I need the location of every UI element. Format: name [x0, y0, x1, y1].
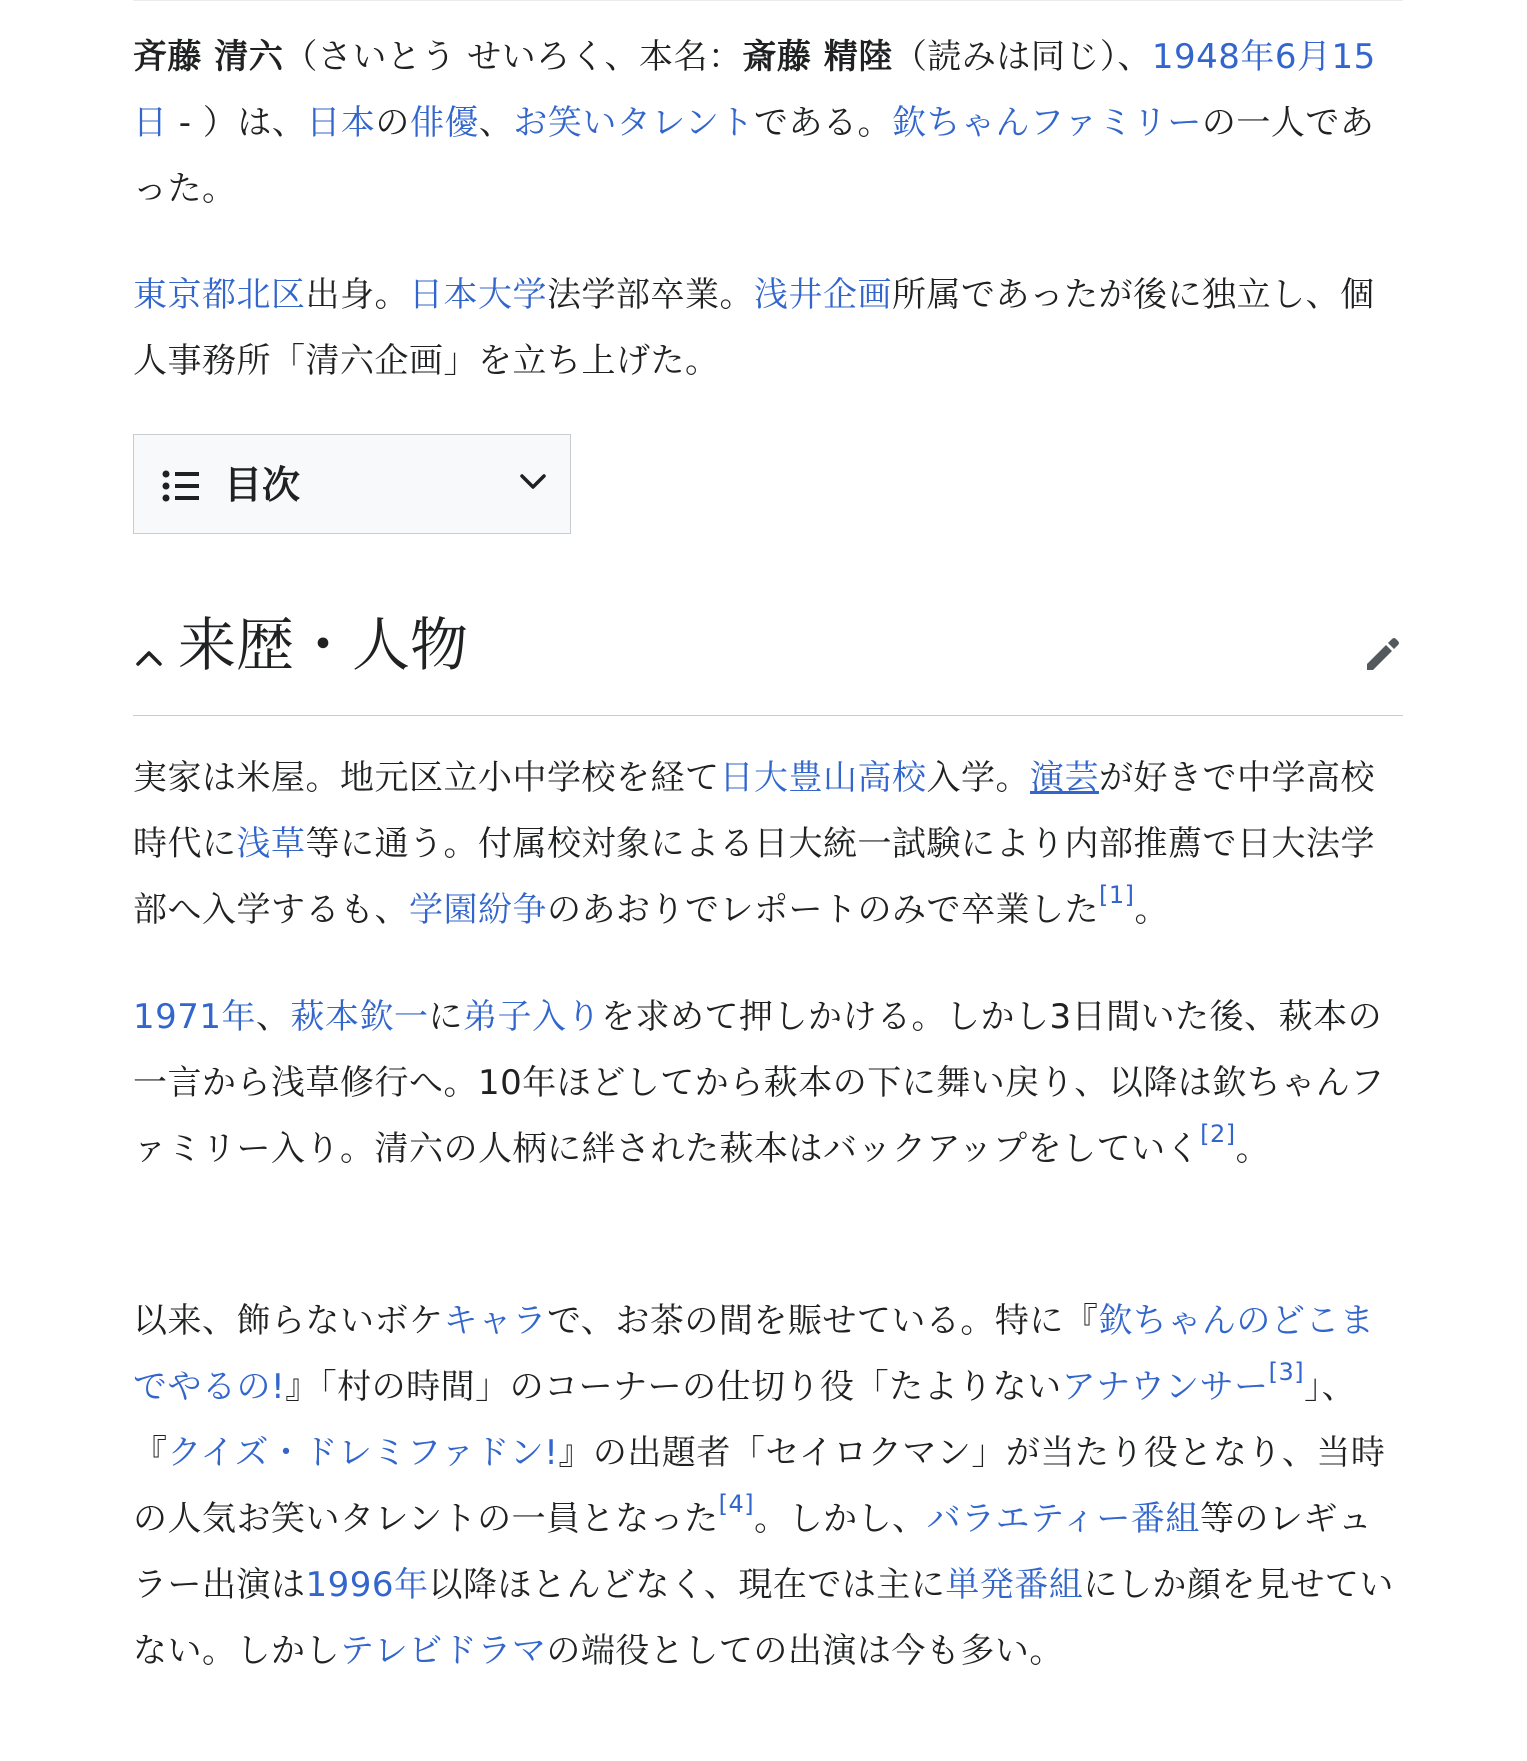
body-paragraph-1 [133, 745, 1403, 943]
text: の端役としての出演は今も多い。 [546, 1631, 1064, 1671]
text: 』の出題者「セイロクマン」が当たり役となり、当時の人気お笑いタレントの一員となった [133, 1433, 1386, 1539]
reference-3[interactable]: [3] [1268, 1357, 1305, 1386]
chevron-up-icon[interactable] [133, 642, 165, 674]
list-icon [162, 469, 202, 503]
text: 以降ほとんどなく、現在では主に [428, 1565, 946, 1605]
text: 等に通う。付属校対象による日大統一試験により内部推薦で日大法学部へ入学するも、 [133, 824, 1375, 930]
divider [133, 0, 1403, 1]
reference-4[interactable]: [4] [718, 1489, 755, 1518]
link-actor[interactable]: 俳優 [409, 103, 479, 143]
link-dokomade[interactable]: 欽ちゃんのどこまでやるの! [133, 1301, 1375, 1407]
body-paragraph-3 [133, 1288, 1403, 1684]
table-of-contents-toggle[interactable] [133, 434, 571, 534]
text: にしか顔を見せていない。しかし [133, 1565, 1394, 1671]
text: 。 [1235, 1129, 1271, 1169]
text: 』「村の時間」のコーナーの仕切り役「たよりない [285, 1367, 1062, 1407]
text: 、 [478, 103, 514, 143]
link-kinchan-family[interactable]: 欽ちゃんファミリー [892, 103, 1202, 143]
toc-label: 目次 [224, 463, 301, 507]
link-deshiiri[interactable]: 弟子入り [463, 997, 602, 1037]
reference-2[interactable]: [2] [1200, 1119, 1236, 1148]
text: - ）は、 [167, 103, 307, 143]
link-doremifadon[interactable]: クイズ・ドレミファドン! [167, 1433, 559, 1473]
link-1971[interactable]: 1971年 [133, 997, 257, 1037]
text: 以来、飾らないボケ [133, 1301, 444, 1341]
intro-paragraph-2 [133, 262, 1403, 394]
link-tanpatsu[interactable]: 単発番組 [945, 1565, 1084, 1605]
text: が好きで中学高校時代に [133, 758, 1375, 864]
text: 、 [256, 997, 291, 1037]
reference-1[interactable]: [1] [1099, 880, 1135, 909]
text: 。 [1134, 890, 1169, 930]
link-hagimoto[interactable]: 萩本欽一 [290, 997, 429, 1037]
pencil-icon[interactable] [1363, 634, 1403, 674]
text: 等のレギュラー出演は [133, 1499, 1373, 1605]
intro-paragraph-1 [133, 24, 1403, 222]
text: である。 [754, 103, 893, 143]
link-japan[interactable]: 日本 [306, 103, 376, 143]
text: 。しかし、 [754, 1499, 927, 1539]
link-talent[interactable]: お笑いタレント [513, 103, 755, 143]
text: の一人であった。 [133, 103, 1375, 209]
chevron-down-icon [516, 465, 550, 499]
link-kyara[interactable]: キャラ [443, 1301, 547, 1341]
text: に [428, 997, 464, 1037]
link-1996[interactable]: 1996年 [305, 1565, 429, 1605]
link-tv-drama[interactable]: テレビドラマ [340, 1631, 547, 1671]
link-gakuen-funso[interactable]: 学園紛争 [409, 890, 547, 930]
link-buzan-high[interactable]: 日大豊山高校 [719, 758, 927, 798]
subject-name: 斉藤 清六 [133, 37, 284, 77]
link-engei[interactable]: 演芸 [1030, 758, 1099, 798]
text: のあおりでレポートのみで卒業した [547, 890, 1099, 930]
text: （さいとう せいろく、本名： [283, 37, 743, 77]
text: 法学部卒業。 [547, 275, 754, 315]
link-kita-ku[interactable]: 東京都北区 [133, 275, 306, 315]
text: の [375, 103, 410, 143]
text: で、お茶の間を賑せている。特に『 [547, 1301, 1099, 1341]
text: 入学。 [926, 758, 1030, 798]
section-title: 来歴・人物 [178, 611, 469, 679]
link-announcer[interactable]: アナウンサー [1061, 1367, 1269, 1407]
text: を求めて押しかける。しかし3日間いた後、萩本の一言から浅草修行へ。10年ほどしてから萩本の下に舞い戻り、以降は欽ちゃんファミリー入り。清六の人柄に絆された萩本はバックアップをしていく [133, 997, 1385, 1169]
link-birthdate[interactable]: 1948年6月15日 [133, 37, 1376, 143]
text: （読みは同じ）、 [892, 37, 1152, 77]
text: 」、『 [133, 1367, 1357, 1473]
link-asai-kikaku[interactable]: 浅井企画 [754, 275, 892, 315]
text: 所属であったが後に独立し、個人事務所「清六企画」を立ち上げた。 [133, 275, 1375, 381]
body-paragraph-2 [133, 984, 1403, 1182]
section-heading [133, 600, 1403, 716]
link-variety[interactable]: バラエティー番組 [926, 1499, 1200, 1539]
text: 出身。 [305, 275, 409, 315]
link-nihon-university[interactable]: 日本大学 [409, 275, 547, 315]
text: 実家は米屋。地元区立小中学校を経て [133, 758, 720, 798]
link-asakusa[interactable]: 浅草 [236, 824, 306, 864]
real-name: 斎藤 精陸 [742, 37, 893, 77]
